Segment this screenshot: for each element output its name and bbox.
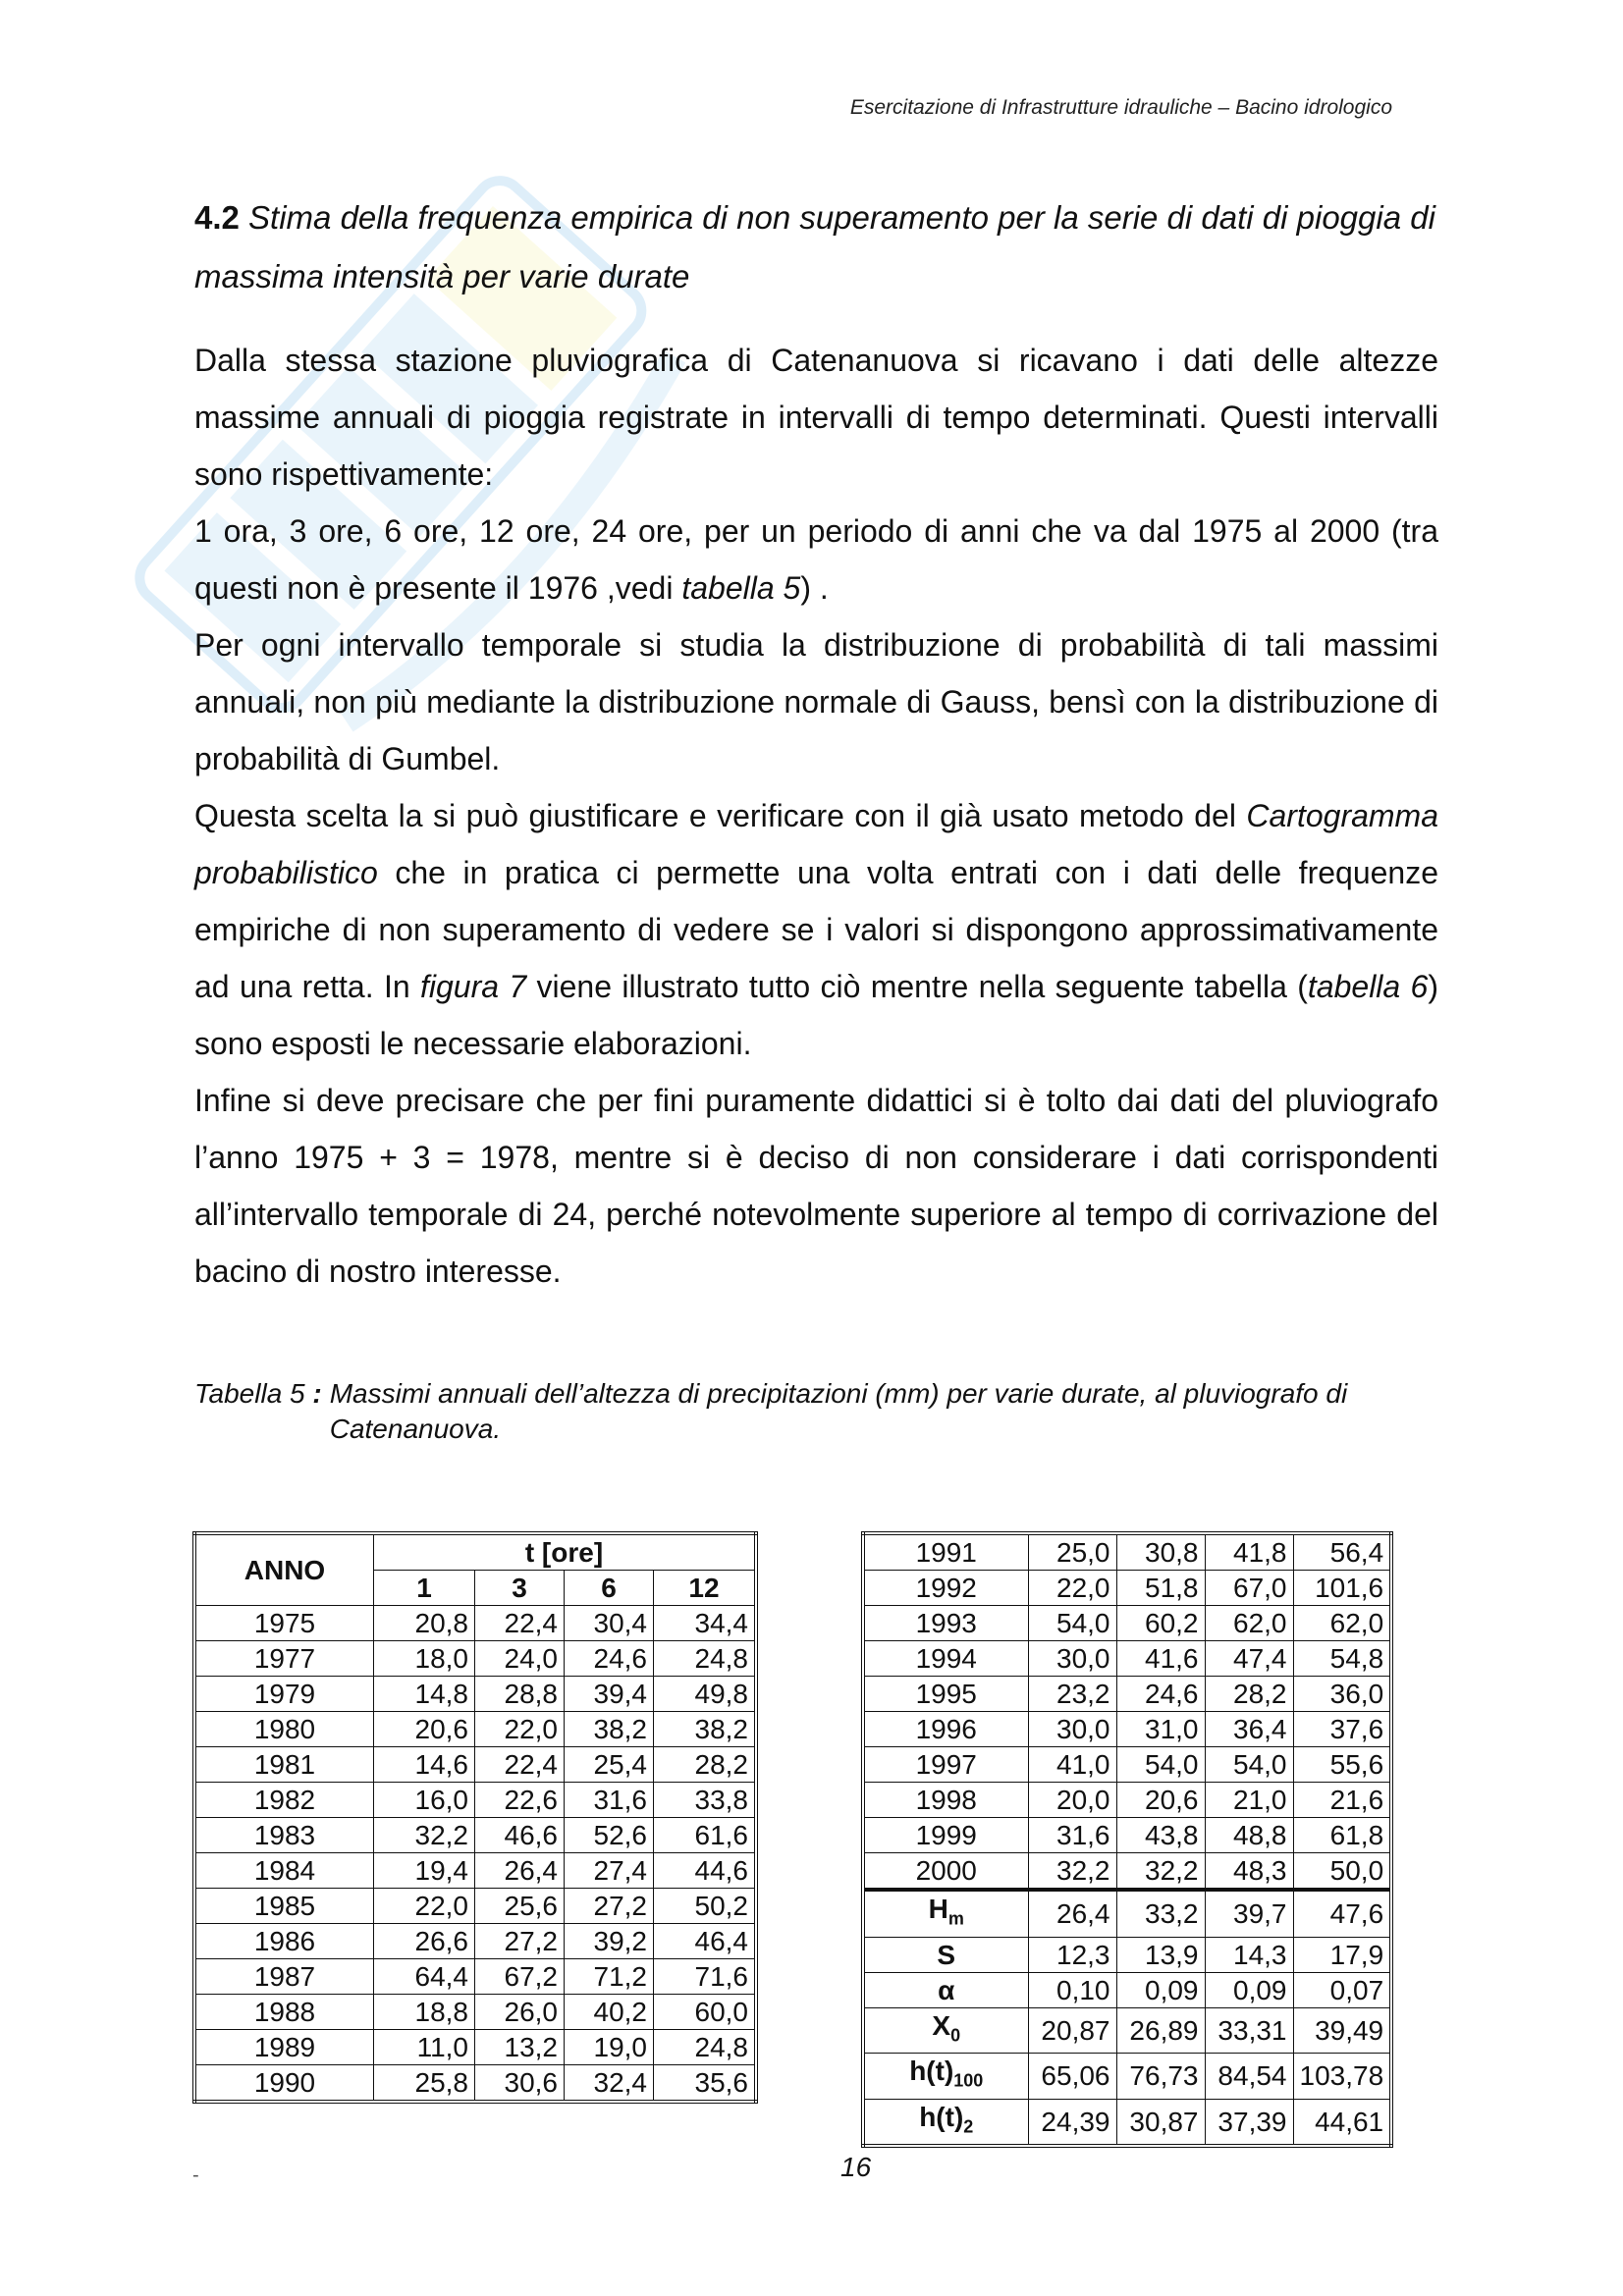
stat-row: [863, 1972, 1391, 2007]
year-cell: 1982: [194, 1783, 374, 1818]
stat-value-cell: 65,06: [1028, 2054, 1116, 2100]
value-cell: 64,4: [374, 1959, 475, 1995]
value-cell: 61,8: [1293, 1818, 1391, 1853]
table-row: [194, 1747, 756, 1783]
table-row: [194, 1783, 756, 1818]
stat-label: $X_0$: [863, 2007, 1028, 2054]
value-cell: 21,0: [1205, 1783, 1293, 1818]
year-cell: 1986: [194, 1924, 374, 1959]
stat-value-cell: 0,09: [1116, 1972, 1205, 2007]
value-cell: 32,2: [1116, 1853, 1205, 1891]
body-text: [194, 332, 1438, 1300]
table-row: [863, 1533, 1391, 1571]
stat-value-cell: 26,89: [1116, 2007, 1205, 2054]
table-row: [194, 1924, 756, 1959]
value-cell: 32,4: [565, 2065, 654, 2103]
year-cell: 1994: [863, 1641, 1028, 1677]
value-cell: 32,2: [1028, 1853, 1116, 1891]
footer-dash: -: [192, 2164, 199, 2186]
value-cell: 46,6: [475, 1818, 565, 1853]
year-cell: 1979: [194, 1677, 374, 1712]
duration-3h: 3: [475, 1571, 565, 1606]
stat-row: [863, 2054, 1391, 2100]
value-cell: 14,8: [374, 1677, 475, 1712]
value-cell: 22,0: [475, 1712, 565, 1747]
value-cell: 20,6: [1116, 1783, 1205, 1818]
value-cell: 22,4: [475, 1747, 565, 1783]
value-cell: 46,4: [654, 1924, 757, 1959]
table-row: [863, 1677, 1391, 1712]
value-cell: 30,4: [565, 1606, 654, 1641]
stat-value-cell: 12,3: [1028, 1937, 1116, 1972]
value-cell: 47,4: [1205, 1641, 1293, 1677]
stat-value-cell: 44,61: [1293, 2099, 1391, 2146]
stat-value-cell: 0,09: [1205, 1972, 1293, 2007]
value-cell: 71,2: [565, 1959, 654, 1995]
table-row: [194, 1641, 756, 1677]
value-cell: 41,8: [1205, 1533, 1293, 1571]
value-cell: 24,6: [565, 1641, 654, 1677]
year-cell: 1999: [863, 1818, 1028, 1853]
value-cell: 52,6: [565, 1818, 654, 1853]
value-cell: 23,2: [1028, 1677, 1116, 1712]
year-cell: 1997: [863, 1747, 1028, 1783]
paragraph: Questa scelta la si può giustificare e verificare con il già usato metodo del Cartogramma probabilistico che in pratica ci permette una volta entrati con i dati delle frequenze empiriche di non superamento di vedere se i valori si dispongono approssimativamente ad una retta. In figura 7 viene illustrato tutto ciò mentre nella seguente tabella (tabella 6) sono esposti le necessarie elaborazioni.: [194, 798, 1438, 1061]
section-title: Stima della frequenza empirica di non superamento per la serie di dati di pioggia di massima intensità per varie durate: [194, 199, 1435, 294]
value-cell: 48,3: [1205, 1853, 1293, 1891]
year-cell: 1985: [194, 1889, 374, 1924]
value-cell: 67,0: [1205, 1571, 1293, 1606]
year-cell: 1991: [863, 1533, 1028, 1571]
value-cell: 30,6: [475, 2065, 565, 2103]
stat-value-cell: 0,10: [1028, 1972, 1116, 2007]
stat-row: [863, 2099, 1391, 2146]
value-cell: 39,2: [565, 1924, 654, 1959]
stat-value-cell: 37,39: [1205, 2099, 1293, 2146]
value-cell: 41,0: [1028, 1747, 1116, 1783]
value-cell: 27,4: [565, 1853, 654, 1889]
value-cell: 28,8: [475, 1677, 565, 1712]
value-cell: 54,0: [1028, 1606, 1116, 1641]
table-row: [194, 1959, 756, 1995]
value-cell: 20,8: [374, 1606, 475, 1641]
stat-label: $H_m$: [863, 1890, 1028, 1937]
stat-value-cell: 33,31: [1205, 2007, 1293, 2054]
table-row: [863, 1783, 1391, 1818]
value-cell: 26,6: [374, 1924, 475, 1959]
stat-label: $h(t)_2$: [863, 2099, 1028, 2146]
table-row: [194, 2065, 756, 2103]
year-cell: 1993: [863, 1606, 1028, 1641]
stat-row: [863, 2007, 1391, 2054]
year-header: ANNO: [194, 1533, 374, 1606]
value-cell: 20,6: [374, 1712, 475, 1747]
value-cell: 28,2: [1205, 1677, 1293, 1712]
value-cell: 24,6: [1116, 1677, 1205, 1712]
value-cell: 33,8: [654, 1783, 757, 1818]
value-cell: 25,4: [565, 1747, 654, 1783]
value-cell: 18,0: [374, 1641, 475, 1677]
value-cell: 30,0: [1028, 1712, 1116, 1747]
value-cell: 34,4: [654, 1606, 757, 1641]
value-cell: 27,2: [475, 1924, 565, 1959]
value-cell: 31,0: [1116, 1712, 1205, 1747]
paragraph: 1 ora, 3 ore, 6 ore, 12 ore, 24 ore, per un periodo di anni che va dal 1975 al 2000 (tra questi non è presente il 1976 ,vedi tabella 5) .: [194, 513, 1438, 606]
duration-header: t [ore]: [374, 1533, 757, 1571]
stat-value-cell: 14,3: [1205, 1937, 1293, 1972]
value-cell: 24,8: [654, 2030, 757, 2065]
value-cell: 14,6: [374, 1747, 475, 1783]
section-number: 4.2: [194, 199, 240, 236]
value-cell: 30,8: [1116, 1533, 1205, 1571]
duration-6h: 6: [565, 1571, 654, 1606]
value-cell: 50,2: [654, 1889, 757, 1924]
caption-text: Massimi annuali dell’altezza di precipitazioni (mm) per varie durate, al pluviografo di Catenanuova.: [329, 1378, 1348, 1444]
year-cell: 1984: [194, 1853, 374, 1889]
value-cell: 44,6: [654, 1853, 757, 1889]
section-heading: [194, 188, 1441, 306]
table-reference: tabella 5: [681, 570, 801, 606]
table-reference: tabella 6: [1307, 969, 1429, 1004]
table-row: [194, 1606, 756, 1641]
caption-label: Tabella 5: [194, 1378, 305, 1409]
value-cell: 49,8: [654, 1677, 757, 1712]
value-cell: 19,4: [374, 1853, 475, 1889]
stat-value-cell: 33,2: [1116, 1890, 1205, 1937]
value-cell: 30,0: [1028, 1641, 1116, 1677]
value-cell: 19,0: [565, 2030, 654, 2065]
value-cell: 61,6: [654, 1818, 757, 1853]
value-cell: 40,2: [565, 1995, 654, 2030]
value-cell: 32,2: [374, 1818, 475, 1853]
value-cell: 22,6: [475, 1783, 565, 1818]
paragraph: Infine si deve precisare che per fini puramente didattici si è tolto dai dati del pluviografo l’anno 1975 + 3 = 1978, mentre si è deciso di non considerare i dati corrispondenti all’intervallo temporale di 24, perché notevolmente superiore al tempo di corrivazione del bacino di nostro interesse.: [194, 1083, 1438, 1289]
value-cell: 36,4: [1205, 1712, 1293, 1747]
stat-value-cell: 24,39: [1028, 2099, 1116, 2146]
stat-value-cell: 17,9: [1293, 1937, 1391, 1972]
stat-value-cell: 47,6: [1293, 1890, 1391, 1937]
table-row: [194, 1818, 756, 1853]
value-cell: 38,2: [654, 1712, 757, 1747]
value-cell: 60,0: [654, 1995, 757, 2030]
paragraph: Dalla stessa stazione pluviografica di Catenanuova si ricavano i dati delle altezze massime annuali di pioggia registrate in intervalli di tempo determinati. Questi intervalli sono rispettivamente:: [194, 343, 1438, 492]
table-row: [194, 1853, 756, 1889]
stat-value-cell: 39,7: [1205, 1890, 1293, 1937]
stat-value-cell: 20,87: [1028, 2007, 1116, 2054]
year-cell: 1983: [194, 1818, 374, 1853]
value-cell: 26,4: [475, 1853, 565, 1889]
value-cell: 41,6: [1116, 1641, 1205, 1677]
table-row: [863, 1641, 1391, 1677]
stat-value-cell: 26,4: [1028, 1890, 1116, 1937]
duration-1h: 1: [374, 1571, 475, 1606]
value-cell: 18,8: [374, 1995, 475, 2030]
table-row: [863, 1606, 1391, 1641]
value-cell: 62,0: [1205, 1606, 1293, 1641]
value-cell: 39,4: [565, 1677, 654, 1712]
year-cell: 1998: [863, 1783, 1028, 1818]
table-row: [194, 1889, 756, 1924]
year-cell: 1988: [194, 1995, 374, 2030]
value-cell: 54,8: [1293, 1641, 1391, 1677]
value-cell: 56,4: [1293, 1533, 1391, 1571]
value-cell: 48,8: [1205, 1818, 1293, 1853]
stat-value-cell: 103,78: [1293, 2054, 1391, 2100]
value-cell: 71,6: [654, 1959, 757, 1995]
stat-label: α: [863, 1972, 1028, 2007]
stat-value-cell: 84,54: [1205, 2054, 1293, 2100]
year-cell: 1975: [194, 1606, 374, 1641]
table-row: [863, 1853, 1391, 1891]
table-row: [863, 1571, 1391, 1606]
value-cell: 25,8: [374, 2065, 475, 2103]
value-cell: 24,8: [654, 1641, 757, 1677]
year-cell: 1995: [863, 1677, 1028, 1712]
year-cell: 1996: [863, 1712, 1028, 1747]
stat-value-cell: 76,73: [1116, 2054, 1205, 2100]
value-cell: 22,0: [374, 1889, 475, 1924]
value-cell: 22,4: [475, 1606, 565, 1641]
table-row: [863, 1712, 1391, 1747]
stat-label: $h(t)_{100}$: [863, 2054, 1028, 2100]
value-cell: 11,0: [374, 2030, 475, 2065]
year-cell: 1987: [194, 1959, 374, 1995]
page-number: 16: [840, 2152, 872, 2182]
term-cartogramma: Cartogramma probabilistico: [194, 798, 1438, 890]
rainfall-table-left: [192, 1531, 758, 2104]
year-cell: 1992: [863, 1571, 1028, 1606]
stat-value-cell: 13,9: [1116, 1937, 1205, 1972]
year-cell: 1981: [194, 1747, 374, 1783]
value-cell: 20,0: [1028, 1783, 1116, 1818]
value-cell: 25,0: [1028, 1533, 1116, 1571]
stat-value-cell: 0,07: [1293, 1972, 1391, 2007]
value-cell: 22,0: [1028, 1571, 1116, 1606]
value-cell: 55,6: [1293, 1747, 1391, 1783]
value-cell: 54,0: [1205, 1747, 1293, 1783]
value-cell: 37,6: [1293, 1712, 1391, 1747]
value-cell: 54,0: [1116, 1747, 1205, 1783]
table-row: [194, 2030, 756, 2065]
stat-row: [863, 1890, 1391, 1937]
value-cell: 51,8: [1116, 1571, 1205, 1606]
value-cell: 16,0: [374, 1783, 475, 1818]
value-cell: 26,0: [475, 1995, 565, 2030]
value-cell: 101,6: [1293, 1571, 1391, 1606]
table-row: [863, 1747, 1391, 1783]
year-cell: 1989: [194, 2030, 374, 2065]
value-cell: 31,6: [1028, 1818, 1116, 1853]
table-row: [863, 1818, 1391, 1853]
value-cell: 24,0: [475, 1641, 565, 1677]
table-row: [194, 1677, 756, 1712]
year-cell: 2000: [863, 1853, 1028, 1891]
table-row: [194, 1995, 756, 2030]
value-cell: 60,2: [1116, 1606, 1205, 1641]
paragraph: Per ogni intervallo temporale si studia la distribuzione di probabilità di tali massimi annuali, non più mediante la distribuzione normale di Gauss, bensì con la distribuzione di probabilità di Gumbel.: [194, 627, 1438, 776]
duration-12h: 12: [654, 1571, 757, 1606]
value-cell: 27,2: [565, 1889, 654, 1924]
running-header: Esercitazione di Infrastrutture idrauliche – Bacino idrologico: [849, 96, 1392, 119]
year-cell: 1990: [194, 2065, 374, 2103]
stat-row: [863, 1937, 1391, 1972]
stat-label: S: [863, 1937, 1028, 1972]
value-cell: 36,0: [1293, 1677, 1391, 1712]
value-cell: 35,6: [654, 2065, 757, 2103]
stat-value-cell: 39,49: [1293, 2007, 1391, 2054]
value-cell: 21,6: [1293, 1783, 1391, 1818]
rainfall-table-right: [861, 1531, 1393, 2148]
table-row: [194, 1712, 756, 1747]
year-cell: 1977: [194, 1641, 374, 1677]
value-cell: 43,8: [1116, 1818, 1205, 1853]
value-cell: 28,2: [654, 1747, 757, 1783]
value-cell: 13,2: [475, 2030, 565, 2065]
value-cell: 67,2: [475, 1959, 565, 1995]
value-cell: 25,6: [475, 1889, 565, 1924]
year-cell: 1980: [194, 1712, 374, 1747]
value-cell: 31,6: [565, 1783, 654, 1818]
value-cell: 38,2: [565, 1712, 654, 1747]
figure-reference: figura 7: [419, 969, 527, 1004]
stat-value-cell: 30,87: [1116, 2099, 1205, 2146]
table-caption: Tabella 5 : Massimi annuali dell’altezza di precipitazioni (mm) per varie durate, al pluviografo di Catenanuova.: [194, 1376, 1451, 1447]
value-cell: 62,0: [1293, 1606, 1391, 1641]
value-cell: 50,0: [1293, 1853, 1391, 1891]
